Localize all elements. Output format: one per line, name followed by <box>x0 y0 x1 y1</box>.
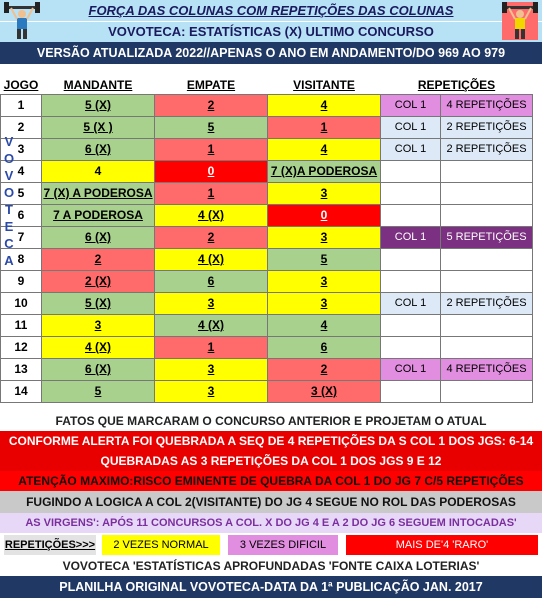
empate-cell: 3 <box>155 358 268 380</box>
title-bar <box>0 0 542 22</box>
empate-cell: 4 (X) <box>155 314 268 336</box>
table-row <box>1 182 533 204</box>
jogo-cell: 1 <box>1 94 42 116</box>
jogo-cell: 6 <box>1 204 42 226</box>
table-row <box>1 358 533 380</box>
empate-cell: 1 <box>155 138 268 160</box>
page-title: FORÇA DAS COLUNAS COM REPETIÇÕES DAS COLUNAS <box>88 3 454 18</box>
jogo-cell: 10 <box>1 292 42 314</box>
empate-cell: 1 <box>155 182 268 204</box>
mandante-cell: 5 <box>42 380 155 402</box>
repeticao-total-cell <box>441 204 533 226</box>
visitante-cell: 4 <box>268 138 381 160</box>
repeticao-coluna-cell: COL 1 <box>381 226 441 248</box>
jogo-cell: 12 <box>1 336 42 358</box>
repeticao-total-cell: 4 REPETIÇÕES <box>441 358 533 380</box>
fact-line-4: FUGINDO A LOGICA A COL 2(VISITANTE) DO JG 4 SEGUE NO ROL DAS PODEROSAS <box>0 491 542 513</box>
repeticao-coluna-cell <box>381 204 441 226</box>
jogo-cell: 13 <box>1 358 42 380</box>
side-label-letter: V <box>4 134 14 149</box>
visitante-cell: 2 <box>268 358 381 380</box>
table-row <box>1 292 533 314</box>
side-label-letter: C <box>4 236 14 251</box>
repeticao-total-cell: 5 REPETIÇÕES <box>441 226 533 248</box>
empate-cell: 3 <box>155 380 268 402</box>
jogo-cell: 2 <box>1 116 42 138</box>
visitante-cell: 3 <box>268 270 381 292</box>
mandante-cell: 7 A PODEROSA <box>42 204 155 226</box>
mandante-cell: 5 (X) <box>42 94 155 116</box>
mandante-cell: 6 (X) <box>42 226 155 248</box>
table-row <box>1 314 533 336</box>
visitante-cell: 4 <box>268 94 381 116</box>
empate-cell: 1 <box>155 336 268 358</box>
header-visitante: VISITANTE <box>293 77 355 92</box>
jogo-cell: 7 <box>1 226 42 248</box>
fact-line-2: QUEBRADAS AS 3 REPETIÇÕES DA COL 1 DOS JGS 9 E 12 <box>0 451 542 471</box>
repetition-legend <box>0 535 542 555</box>
repeticao-coluna-cell: COL 1 <box>381 358 441 380</box>
table-row <box>1 380 533 402</box>
side-label-letter: T <box>5 202 13 217</box>
visitante-cell: 3 <box>268 226 381 248</box>
side-label-letter: A <box>4 253 14 268</box>
empate-cell: 4 (X) <box>155 248 268 270</box>
subtitle: VOVOTECA: ESTATÍSTICAS (X) ULTIMO CONCURSO <box>0 22 542 42</box>
jogo-cell: 9 <box>1 270 42 292</box>
repeticao-coluna-cell <box>381 380 441 402</box>
visitante-cell: 1 <box>268 116 381 138</box>
jogo-cell: 11 <box>1 314 42 336</box>
table-row <box>1 336 533 358</box>
repeticao-total-cell <box>441 182 533 204</box>
legend-label: REPETIÇÕES>>> <box>4 535 96 555</box>
mandante-cell: 7 (X) A PODEROSA <box>42 182 155 204</box>
repeticao-total-cell: 2 REPETIÇÕES <box>441 292 533 314</box>
side-label-letter: E <box>4 219 14 234</box>
visitante-cell: 3 (X) <box>268 380 381 402</box>
mandante-cell: 2 (X) <box>42 270 155 292</box>
column-headers <box>1 76 533 94</box>
table-row <box>1 204 533 226</box>
mandante-cell: 4 (X) <box>42 336 155 358</box>
repeticao-total-cell <box>441 160 533 182</box>
table-row <box>1 160 533 182</box>
mandante-cell: 2 <box>42 248 155 270</box>
mandante-cell: 5 (X ) <box>42 116 155 138</box>
repeticao-coluna-cell: COL 1 <box>381 94 441 116</box>
repeticao-total-cell <box>441 270 533 292</box>
repeticao-total-cell <box>441 314 533 336</box>
jogo-cell: 14 <box>1 380 42 402</box>
side-label-letter: O <box>3 151 15 166</box>
repeticao-coluna-cell: COL 1 <box>381 116 441 138</box>
fact-line-1: CONFORME ALERTA FOI QUEBRADA A SEQ DE 4 REPETIÇÕES DA S COL 1 DOS JGS: 6-14 <box>0 431 542 451</box>
repeticao-coluna-cell <box>381 182 441 204</box>
empate-cell: 4 (X) <box>155 204 268 226</box>
footer-source: VOVOTECA 'ESTATÍSTICAS APROFUNDADAS 'FONTE CAIXA LOTERIAS' <box>0 557 542 575</box>
visitante-cell: 3 <box>268 292 381 314</box>
jogo-cell: 4 <box>1 160 42 182</box>
repeticao-coluna-cell <box>381 336 441 358</box>
visitante-cell: 6 <box>268 336 381 358</box>
legend-three-times: 3 VEZES DIFICIL <box>228 535 338 555</box>
repeticao-total-cell <box>441 380 533 402</box>
repeticao-coluna-cell: COL 1 <box>381 292 441 314</box>
side-label-letter: O <box>3 185 15 200</box>
jogo-cell: 5 <box>1 182 42 204</box>
jogo-cell: 8 <box>1 248 42 270</box>
visitante-cell: 0 <box>268 204 381 226</box>
table-row <box>1 270 533 292</box>
visitante-cell: 4 <box>268 314 381 336</box>
visitante-cell: 7 (X)A PODEROSA <box>268 160 381 182</box>
repeticao-coluna-cell <box>381 270 441 292</box>
side-label-letter: V <box>4 168 14 183</box>
header-mandante: MANDANTE <box>63 77 133 92</box>
fact-line-3: ATENÇÃO MAXIMO:RISCO EMINENTE DE QUEBRA DA COL 1 DO JG 7 C/5 REPETIÇÕES <box>0 471 542 491</box>
weightlifter-logo-right <box>502 2 538 40</box>
mandante-cell: 6 (X) <box>42 138 155 160</box>
fact-line-5: AS VIRGENS': APÓS 11 CONCURSOS A COL. X DO JG 4 E A 2 DO JG 6 SEGUEM INTOCADAS' <box>0 513 542 533</box>
empate-cell: 5 <box>155 116 268 138</box>
repeticao-total-cell: 2 REPETIÇÕES <box>441 116 533 138</box>
mandante-cell: 6 (X) <box>42 358 155 380</box>
header-empate: EMPATE <box>186 77 236 92</box>
empate-cell: 2 <box>155 94 268 116</box>
header-repeticoes: REPETIÇÕES <box>417 77 496 92</box>
empate-cell: 6 <box>155 270 268 292</box>
repeticao-coluna-cell <box>381 248 441 270</box>
footer-original: PLANILHA ORIGINAL VOVOTECA-DATA DA 1ª PUBLICAÇÃO JAN. 2017 <box>0 576 542 598</box>
empate-cell: 3 <box>155 292 268 314</box>
table-row <box>1 248 533 270</box>
jogo-cell: 3 <box>1 138 42 160</box>
table-row <box>1 116 533 138</box>
repeticao-coluna-cell <box>381 160 441 182</box>
mandante-cell: 4 <box>42 160 155 182</box>
table-row <box>1 226 533 248</box>
mandante-cell: 3 <box>42 314 155 336</box>
empate-cell: 2 <box>155 226 268 248</box>
visitante-cell: 5 <box>268 248 381 270</box>
table-row <box>1 138 533 160</box>
repeticao-total-cell <box>441 248 533 270</box>
weightlifter-logo-left <box>4 2 40 40</box>
version-banner: VERSÃO ATUALIZADA 2022//APENAS O ANO EM ANDAMENTO/DO 969 AO 979 <box>0 42 542 64</box>
legend-more-than-four: MAIS DE'4 'RARO' <box>346 535 538 555</box>
legend-two-times: 2 VEZES NORMAL <box>102 535 220 555</box>
repeticao-total-cell: 4 REPETIÇÕES <box>441 94 533 116</box>
repeticao-coluna-cell: COL 1 <box>381 138 441 160</box>
mandante-cell: 5 (X) <box>42 292 155 314</box>
table-row <box>1 94 533 116</box>
facts-heading: FATOS QUE MARCARAM O CONCURSO ANTERIOR E PROJETAM O ATUAL <box>0 411 542 431</box>
visitante-cell: 3 <box>268 182 381 204</box>
repeticao-coluna-cell <box>381 314 441 336</box>
games-table <box>0 76 533 403</box>
empate-cell: 0 <box>155 160 268 182</box>
header-jogo: JOGO <box>3 77 39 92</box>
repeticao-total-cell <box>441 336 533 358</box>
repeticao-total-cell: 2 REPETIÇÕES <box>441 138 533 160</box>
